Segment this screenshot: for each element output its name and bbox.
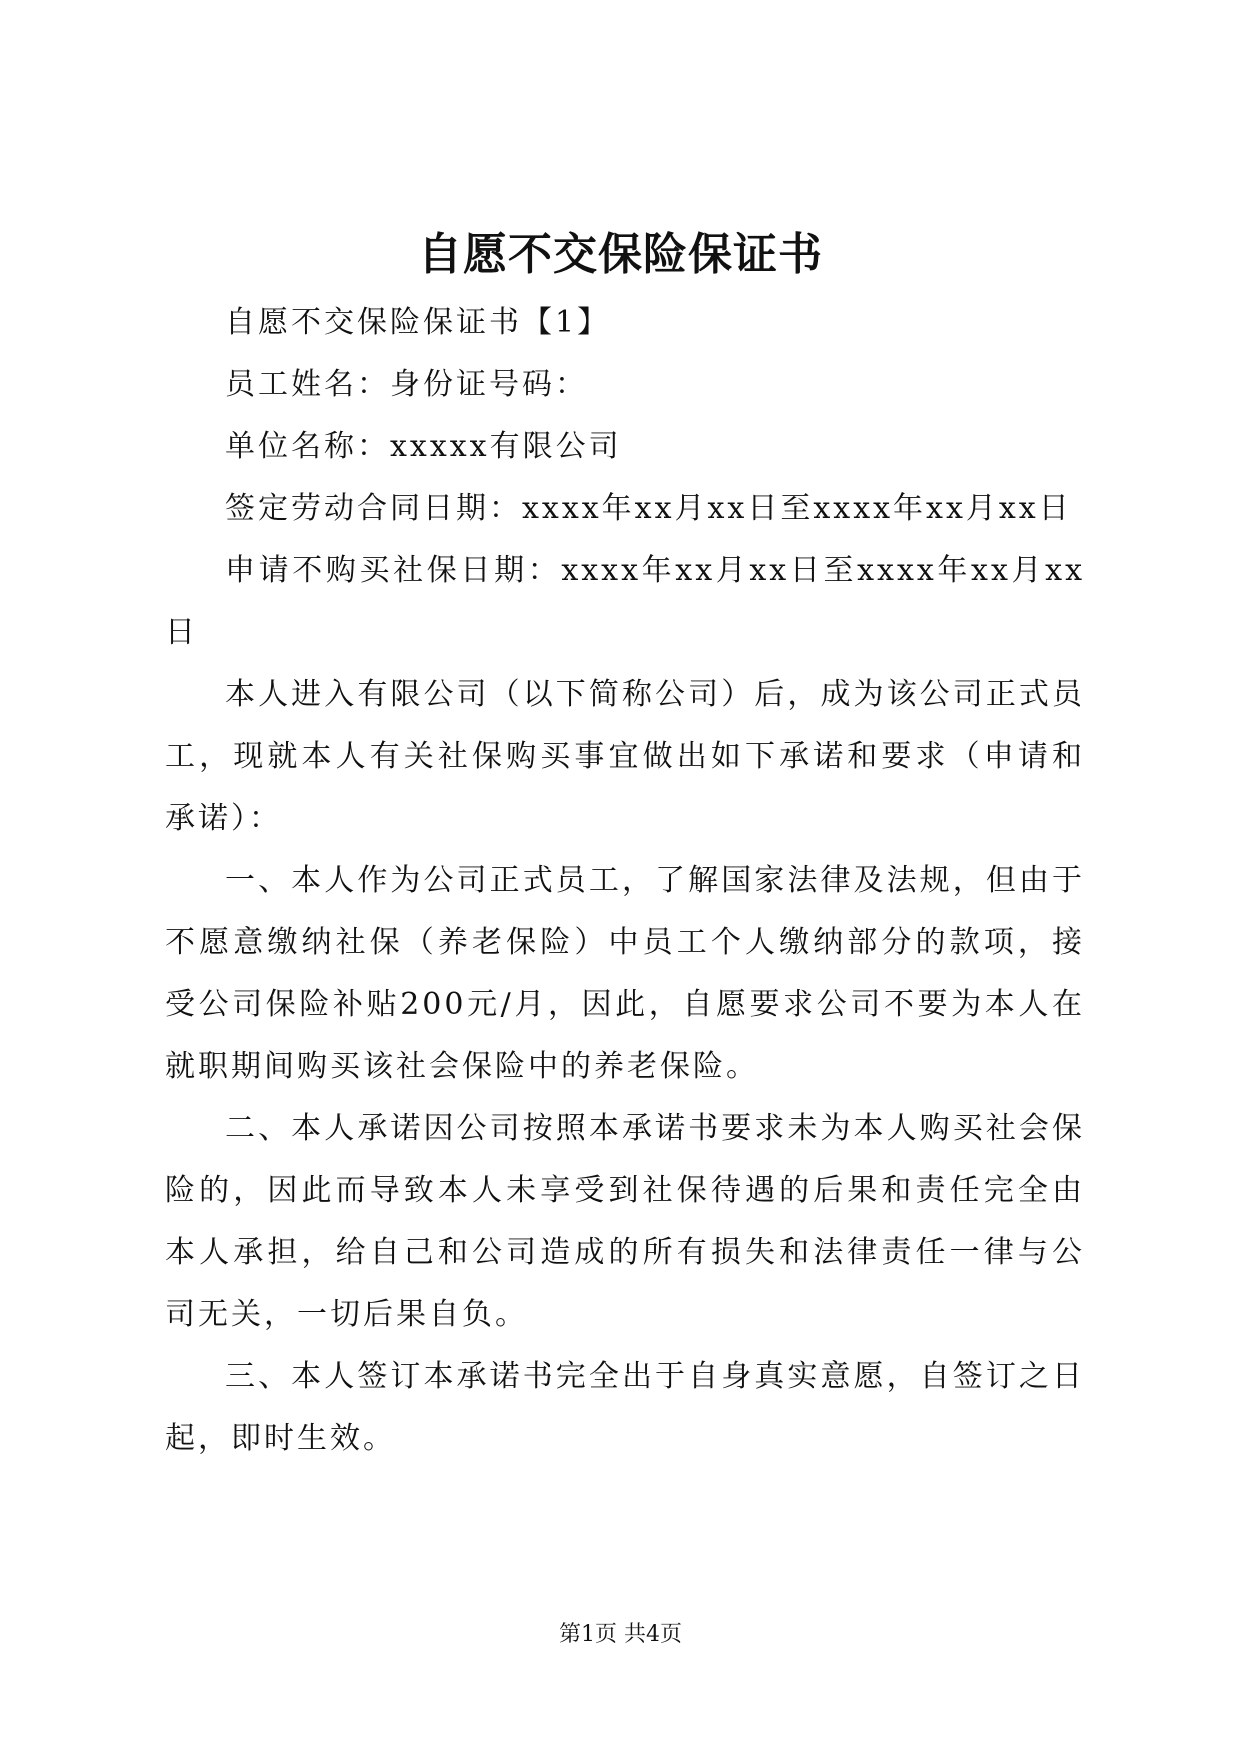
intro-paragraph: 本人进入有限公司（以下简称公司）后，成为该公司正式员工，现就本人有关社保购买事宜做出如下承诺和要求（申请和承诺）：: [165, 677, 1085, 836]
subtitle-paragraph: 自愿不交保险保证书【1】: [225, 305, 611, 340]
employee-name-id-line: 员工姓名：身份证号码：: [225, 367, 588, 402]
company-name-line: 单位名称：xxxxx有限公司: [225, 429, 622, 464]
clause-two-paragraph: 二、本人承诺因公司按照本承诺书要求未为本人购买社会保险的，因此而导致本人未享受到社保待遇的后果和责任完全由本人承担，给自己和公司造成的所有损失和法律责任一律与公司无关，一切后果自负。: [165, 1111, 1085, 1332]
clause-one-paragraph: 一、本人作为公司正式员工，了解国家法律及法规，但由于不愿意缴纳社保（养老保险）中员工个人缴纳部分的款项，接受公司保险补贴200元/月，因此，自愿要求公司不要为本人在就职期间购买该社会保险中的养老保险。: [165, 863, 1085, 1084]
document-body: [165, 292, 1085, 1470]
clause-three-paragraph: 三、本人签订本承诺书完全出于自身真实意愿，自签订之日起，即时生效。: [165, 1359, 1085, 1456]
page-number-footer: 第1页 共4页: [559, 1622, 682, 1647]
contract-date-line: 签定劳动合同日期：xxxx年xx月xx日至xxxx年xx月xx日: [225, 491, 1072, 526]
document-title: 自愿不交保险保证书: [418, 229, 823, 280]
no-insurance-date-line: 申请不购买社保日期：xxxx年xx月xx日至xxxx年xx月xx日: [165, 553, 1085, 650]
